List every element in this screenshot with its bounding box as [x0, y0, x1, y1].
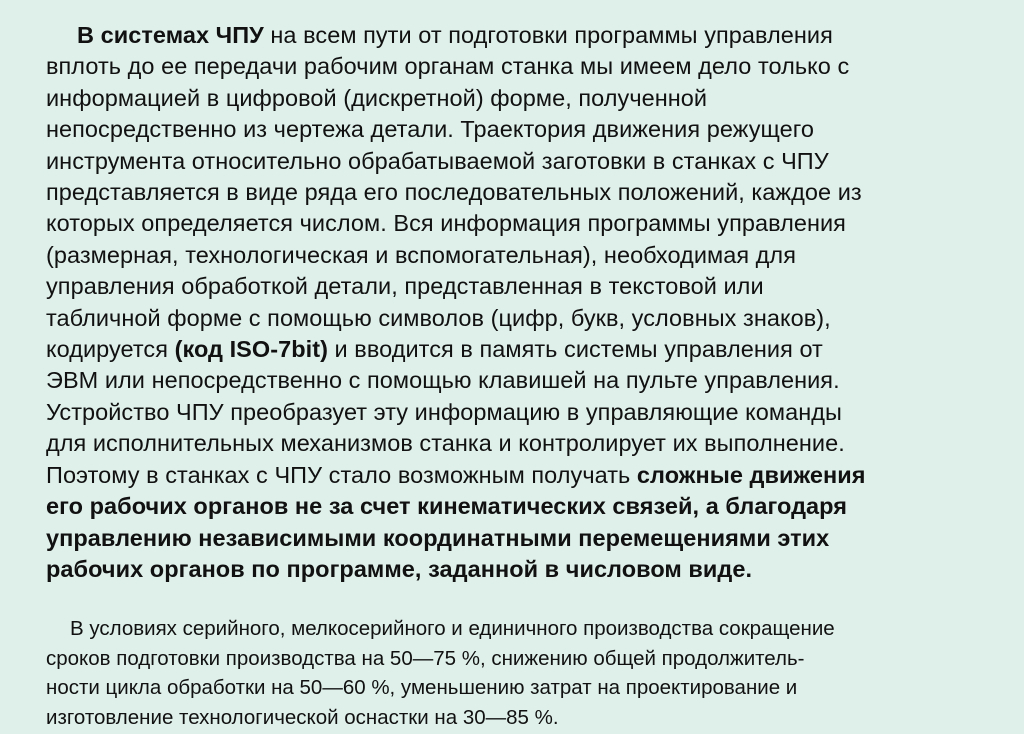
- text-line: [46, 20, 996, 51]
- text-line: информацией в цифровой (дискретной) форме, полученной: [46, 84, 708, 111]
- text-line: представляется в виде ряда его последовательных положений, каждое из: [46, 179, 862, 206]
- bold-phrase: рабочих органов по программе, заданной в числовом виде.: [46, 555, 753, 582]
- bold-phrase: сложные движения: [636, 461, 866, 488]
- secondary-paragraph: [46, 614, 996, 732]
- text-line: управления обработкой детали, представленная в текстовой или: [46, 273, 764, 300]
- text-line: вплоть до ее передачи рабочим органам станка мы имеем дело только с: [46, 53, 850, 80]
- bold-phrase: его рабочих органов не за счет кинематических связей, а благодаря: [46, 493, 848, 520]
- text-line: изготовление технологической оснастки на 30—85 %.: [46, 705, 559, 729]
- text-line: [46, 334, 996, 365]
- code-label: (код ISO-7bit): [174, 336, 328, 363]
- text-line: инструмента относительно обрабатываемой заготовки в станках с ЧПУ: [46, 147, 829, 174]
- text-run: кодируется: [46, 336, 175, 363]
- text-line: ЭВМ или непосредственно с помощью клавишей на пульте управления.: [46, 367, 840, 394]
- bold-phrase: управлению независимыми координатными перемещениями этих: [46, 524, 830, 551]
- text-line: для исполнительных механизмов станка и контролирует их выполнение.: [46, 430, 845, 457]
- text-line: (размерная, технологическая и вспомогательная), необходимая для: [46, 241, 796, 268]
- text-line: [46, 523, 996, 554]
- bold-phrase: В системах ЧПУ: [77, 22, 264, 48]
- text-line: Устройство ЧПУ преобразует эту информацию в управляющие команды: [46, 398, 842, 425]
- text-line: В условиях серийного, мелкосерийного и единичного производства сокращение: [70, 617, 835, 640]
- text-line: непосредственно из чертежа детали. Траектория движения режущего: [46, 116, 814, 143]
- text-run: и вводится в память системы управления от: [327, 336, 823, 363]
- text-line: табличной форме с помощью символов (цифр, букв, условных знаков),: [46, 304, 831, 331]
- text-line: которых определяется числом. Вся информация программы управления: [46, 210, 846, 237]
- text-line: [46, 460, 996, 491]
- text-run: Поэтому в станках с ЧПУ стало возможным получать: [46, 461, 637, 488]
- text-line: ности цикла обработки на 50—60 %, уменьшению затрат на проектирование и: [46, 676, 798, 700]
- text-line: [46, 491, 996, 522]
- text-run: на всем пути от подготовки программы управления: [263, 22, 833, 48]
- main-paragraph: [46, 20, 996, 585]
- text-line: [46, 554, 996, 585]
- text-line: сроков подготовки производства на 50—75 %, снижению общей продолжитель-: [46, 646, 805, 670]
